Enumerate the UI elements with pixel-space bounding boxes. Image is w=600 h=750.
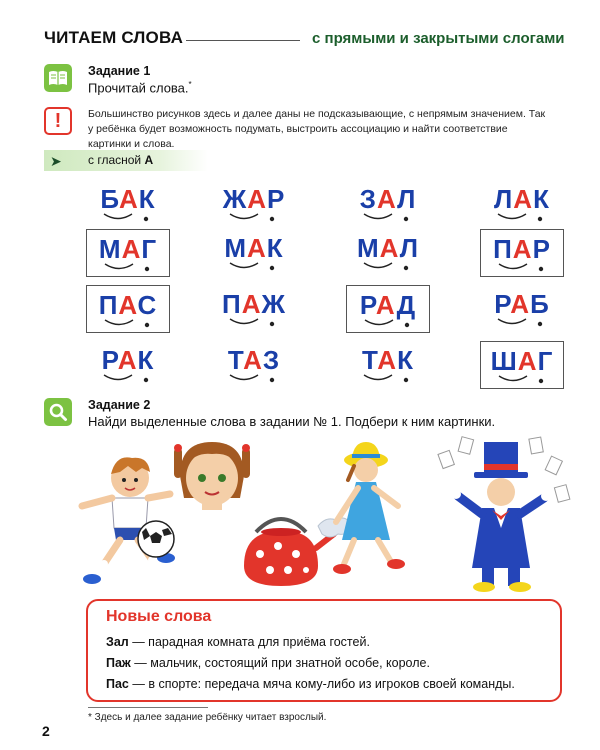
syllable-marks (481, 342, 565, 390)
vowel-letter: А (379, 233, 400, 263)
consonant-letter: М (224, 233, 247, 263)
syllable-arc (498, 319, 526, 324)
syllable-arc (104, 375, 132, 380)
consonant-letter: М (356, 233, 380, 263)
word-card (86, 229, 170, 277)
vowel-letter: А (118, 290, 138, 320)
sound-dot (270, 322, 274, 326)
word-card (346, 180, 430, 228)
syllable-marks (346, 341, 430, 389)
vowel-letter: А (247, 233, 267, 263)
vowel-letter: А (121, 234, 142, 264)
consonant-letter: З (359, 184, 377, 214)
sound-dot (539, 379, 543, 383)
vowel-letter: А (377, 345, 398, 375)
vowel-letter: А (119, 184, 139, 214)
consonant-letter: С (137, 290, 158, 320)
syllable-marks (481, 230, 565, 278)
definition-zal: Зал — парадная комната для приёма гостей. (106, 635, 370, 649)
section-title: ЧИТАЕМ СЛОВА (44, 28, 184, 47)
sound-dot (145, 323, 149, 327)
word-card (480, 341, 564, 389)
vowel-letter: А (512, 234, 533, 264)
consonant-letter: К (266, 233, 284, 263)
syllable-marks (347, 286, 431, 334)
walking-girl-illustration (333, 442, 405, 574)
consonant-letter: П (493, 234, 513, 264)
word-card (480, 285, 564, 333)
kettle-illustration (244, 518, 352, 586)
consonant-letter: Г (141, 234, 158, 264)
consonant-letter: Л (397, 184, 417, 214)
syllable-arc (230, 319, 258, 324)
vowel-letter: А (517, 346, 538, 376)
word-card (86, 285, 170, 333)
consonant-letter: Б (100, 184, 120, 214)
new-words-title: Новые слова (106, 608, 212, 625)
task1-text: Прочитай слова.* (88, 80, 192, 96)
girl-face-illustration (174, 442, 250, 510)
magnifier-icon (44, 398, 72, 426)
exclamation-icon: ! (44, 107, 72, 135)
sound-dot (538, 322, 542, 326)
header-divider (186, 40, 300, 41)
sound-dot (404, 266, 408, 270)
syllable-arc (365, 320, 393, 325)
word-card (86, 341, 170, 389)
consonant-letter: Д (396, 290, 417, 320)
sound-dot (144, 378, 148, 382)
sound-dot (405, 323, 409, 327)
consonant-letter: Ш (490, 346, 518, 376)
vowel-letter: А (241, 289, 262, 319)
word-card (480, 180, 564, 228)
magician-illustration (438, 437, 570, 592)
consonant-letter: Р (266, 184, 286, 214)
sound-dot (145, 267, 149, 271)
consonant-letter: К (533, 184, 550, 214)
consonant-letter: Л (399, 233, 419, 263)
syllable-marks (480, 180, 564, 228)
consonant-letter: П (222, 289, 242, 319)
consonant-letter: П (98, 290, 119, 320)
task1-title: Задание 1 (88, 64, 151, 78)
vowel-letter: А (243, 345, 263, 375)
vowel-letter: А (247, 184, 267, 214)
syllable-arc (499, 376, 527, 381)
word-card (212, 285, 296, 333)
illustrations (30, 436, 575, 596)
syllable-marks (87, 286, 171, 334)
sound-dot (538, 217, 542, 221)
consonant-letter: Ж (222, 184, 248, 214)
syllable-arc (104, 214, 132, 219)
footnote-divider (88, 707, 208, 708)
sound-dot (270, 266, 274, 270)
syllable-marks (346, 180, 430, 228)
page-number: 2 (42, 723, 50, 739)
word-card (346, 285, 430, 333)
syllable-arc (230, 214, 258, 219)
consonant-letter: Г (537, 346, 554, 376)
sound-dot (539, 267, 543, 271)
syllable-arc (364, 375, 392, 380)
word-card (346, 341, 430, 389)
consonant-letter: Т (227, 345, 244, 375)
consonant-letter: Р (494, 289, 511, 319)
note-text: Большинство рисунков здесь и далее даны не подсказывающие, с непрямым значением. Так у ребёнка будет возможность подумать, выстроить ассоциацию и найти соответствие картинки и слова. (88, 108, 546, 150)
vowel-letter: А (117, 345, 138, 375)
word-card (480, 229, 564, 277)
consonant-letter: М (98, 234, 122, 264)
syllable-marks (212, 180, 296, 228)
section-subtitle: с прямыми и закрытыми слогами (312, 30, 565, 47)
consonant-letter: К (137, 345, 155, 375)
consonant-letter: Л (494, 184, 514, 214)
word-card (346, 229, 430, 277)
vowel-letter: А (376, 184, 398, 214)
football-boy-illustration (82, 457, 175, 584)
syllable-marks (212, 285, 296, 333)
sound-dot (270, 378, 274, 382)
vowel-letter: А (513, 184, 534, 214)
arrow-right-icon: ➤ (50, 153, 62, 169)
book-icon (44, 64, 72, 92)
syllable-marks (87, 230, 171, 278)
syllable-marks (212, 229, 296, 277)
word-card (212, 229, 296, 277)
syllable-marks (346, 229, 430, 277)
consonant-letter: З (262, 345, 281, 375)
syllable-marks (212, 341, 296, 389)
word-card (212, 341, 296, 389)
definition-pas: Пас — в спорте: передача мяча кому-либо из игроков своей команды. (106, 677, 515, 691)
vowel-label: с гласной А (88, 153, 154, 167)
task2-text: Найди выделенные слова в задании № 1. Подбери к ним картинки. (88, 414, 496, 429)
syllable-arc (498, 214, 526, 219)
syllable-arc (105, 320, 133, 325)
task1-footnote-mark: * (188, 80, 192, 89)
syllable-arc (499, 264, 527, 269)
syllable-arc (230, 375, 258, 380)
consonant-letter: Б (530, 289, 550, 319)
vowel-letter: А (510, 289, 531, 319)
definition-pazh: Паж — мальчик, состоящий при знатной особе, короле. (106, 656, 430, 670)
sound-dot (404, 217, 408, 221)
consonant-letter: Ж (261, 289, 286, 319)
syllable-marks (480, 285, 564, 333)
word-card (86, 180, 170, 228)
syllable-marks (86, 180, 170, 228)
consonant-letter: К (138, 184, 156, 214)
word-card (212, 180, 296, 228)
syllable-arc (364, 214, 392, 219)
footnote: * Здесь и далее задание ребёнку читает взрослый. (88, 712, 327, 723)
syllable-marks (86, 341, 170, 389)
sound-dot (404, 378, 408, 382)
consonant-letter: Р (101, 345, 118, 375)
consonant-letter: Т (362, 345, 378, 375)
task2-title: Задание 2 (88, 398, 151, 412)
vowel-letter: А (375, 290, 397, 320)
syllable-arc (364, 263, 392, 268)
syllable-arc (230, 263, 258, 268)
syllable-arc (105, 264, 133, 269)
consonant-letter: Р (532, 234, 551, 264)
sound-dot (270, 217, 274, 221)
consonant-letter: К (397, 345, 414, 375)
sound-dot (144, 217, 148, 221)
consonant-letter: Р (359, 290, 376, 320)
